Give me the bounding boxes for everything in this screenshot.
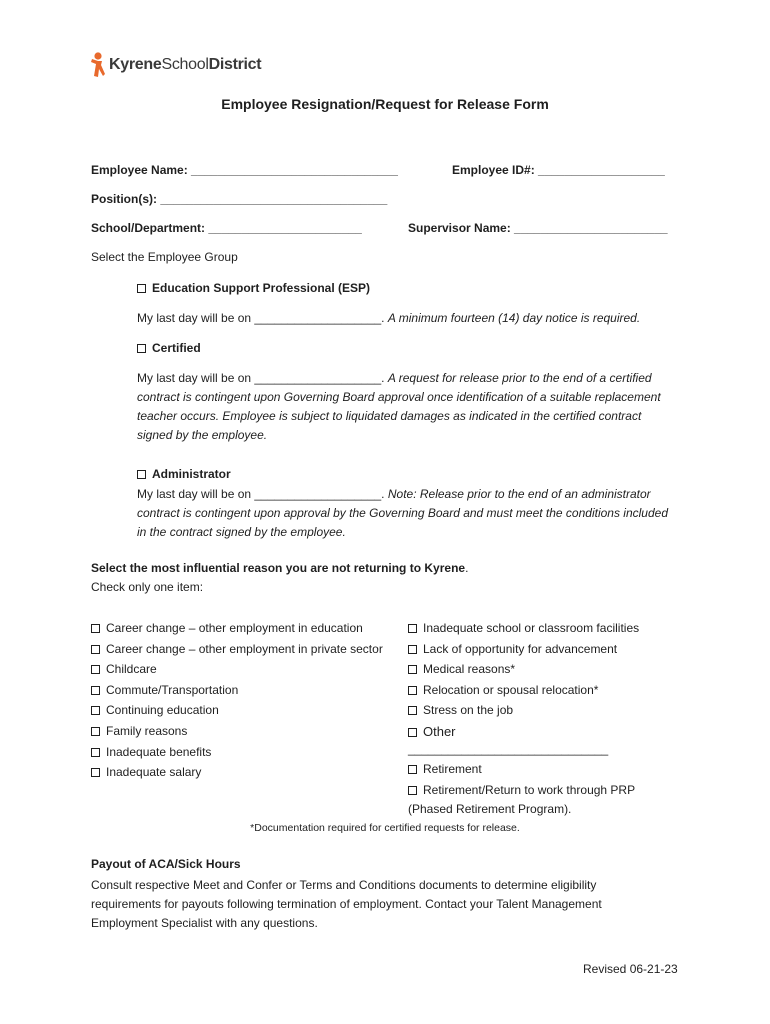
reason-other[interactable]: Other: [408, 724, 456, 739]
reason-item[interactable]: Commute/Transportation: [91, 683, 383, 704]
reason-retirement-prp[interactable]: Retirement/Return to work through PRP: [408, 783, 635, 797]
reason-checkbox[interactable]: [408, 624, 417, 633]
reason-checkbox[interactable]: [408, 728, 417, 737]
certified-checkbox[interactable]: [137, 344, 146, 353]
person-icon: [90, 52, 106, 78]
certified-last-day-input[interactable]: My last day will be on ___________________.: [137, 371, 388, 385]
reasons-instruction: Check only one item:: [91, 580, 204, 594]
reasons-left-column: [91, 621, 383, 786]
reason-checkbox[interactable]: [91, 665, 100, 674]
page-title: Employee Resignation/Request for Release Form: [221, 96, 549, 112]
reason-item[interactable]: Medical reasons*: [408, 662, 639, 683]
reason-checkbox[interactable]: [408, 686, 417, 695]
certified-option[interactable]: [137, 341, 201, 355]
reason-retirement[interactable]: Retirement: [408, 762, 482, 776]
certified-note: A request for release prior to the end of a certified contract is contingent upon Governing Board approval once identification of a suitable replacement teacher occurs. Employee is subject to liquidated damages as indicated in the certified contract signed by the employee.: [137, 371, 661, 442]
employee-id-field[interactable]: Employee ID#: ___________________: [452, 163, 665, 177]
reasons-heading: Select the most influential reason you are not returning to Kyrene.: [91, 561, 469, 575]
employee-name-field[interactable]: Employee Name: _______________________________: [91, 163, 398, 177]
reason-checkbox[interactable]: [408, 706, 417, 715]
documentation-footnote: *Documentation required for certified requests for release.: [250, 822, 520, 834]
certified-last-day: [137, 369, 677, 445]
payout-heading: Payout of ACA/Sick Hours: [91, 857, 241, 871]
other-reason-line[interactable]: ______________________________: [408, 742, 609, 756]
supervisor-name-field[interactable]: Supervisor Name: _______________________: [408, 221, 668, 235]
payout-text: Consult respective Meet and Confer or Terms and Conditions documents to determine eligibility requirements for payouts following termination of employment. Contact your Talent Management Employment Specialist with any questions.: [91, 878, 602, 930]
retirement-prp-note: (Phased Retirement Program).: [408, 802, 572, 816]
administrator-option[interactable]: [137, 467, 231, 481]
reason-checkbox[interactable]: [408, 765, 417, 774]
revised-date: Revised 06-21-23: [583, 962, 678, 976]
reason-checkbox[interactable]: [91, 624, 100, 633]
esp-last-day: [137, 311, 640, 325]
administrator-label: Administrator: [152, 467, 231, 481]
reason-item[interactable]: Inadequate benefits: [91, 745, 383, 766]
reason-checkbox[interactable]: [91, 706, 100, 715]
reason-item[interactable]: Family reasons: [91, 724, 383, 745]
esp-label: Education Support Professional (ESP): [152, 281, 371, 295]
positions-field[interactable]: Position(s): __________________________________: [91, 192, 388, 206]
reason-checkbox[interactable]: [408, 665, 417, 674]
administrator-last-day-input[interactable]: My last day will be on ___________________.: [137, 487, 388, 501]
school-department-field[interactable]: School/Department: _______________________: [91, 221, 362, 235]
esp-checkbox[interactable]: [137, 284, 146, 293]
reason-checkbox[interactable]: [91, 727, 100, 736]
administrator-note: Note: Release prior to the end of an administrator contract is contingent upon approval by the Governing Board and must meet the conditions included in the contract signed by the employee.: [137, 487, 668, 539]
esp-last-day-input[interactable]: My last day will be on ___________________.: [137, 311, 388, 325]
certified-label: Certified: [152, 341, 201, 355]
reason-checkbox[interactable]: [91, 768, 100, 777]
district-logo: [90, 50, 261, 80]
reason-checkbox[interactable]: [91, 686, 100, 695]
reason-item[interactable]: Relocation or spousal relocation*: [408, 683, 639, 704]
reason-checkbox[interactable]: [408, 786, 417, 795]
reasons-right-column: [408, 621, 639, 724]
administrator-last-day: [137, 485, 677, 542]
logo-text: KyreneSchoolDistrict: [109, 56, 262, 73]
reason-item[interactable]: Inadequate school or classroom facilities: [408, 621, 639, 642]
reason-item[interactable]: Stress on the job: [408, 703, 639, 724]
reason-checkbox[interactable]: [91, 645, 100, 654]
administrator-checkbox[interactable]: [137, 470, 146, 479]
reason-item[interactable]: Childcare: [91, 662, 383, 683]
reason-checkbox[interactable]: [91, 748, 100, 757]
reason-item[interactable]: Inadequate salary: [91, 765, 383, 786]
reason-item[interactable]: Continuing education: [91, 703, 383, 724]
employee-group-label: Select the Employee Group: [91, 250, 238, 264]
reason-checkbox[interactable]: [408, 645, 417, 654]
reason-item[interactable]: Career change – other employment in private sector: [91, 642, 383, 663]
esp-note: A minimum fourteen (14) day notice is required.: [387, 311, 641, 325]
reason-item[interactable]: Lack of opportunity for advancement: [408, 642, 639, 663]
reason-item[interactable]: Career change – other employment in education: [91, 621, 383, 642]
esp-option[interactable]: [137, 281, 370, 295]
